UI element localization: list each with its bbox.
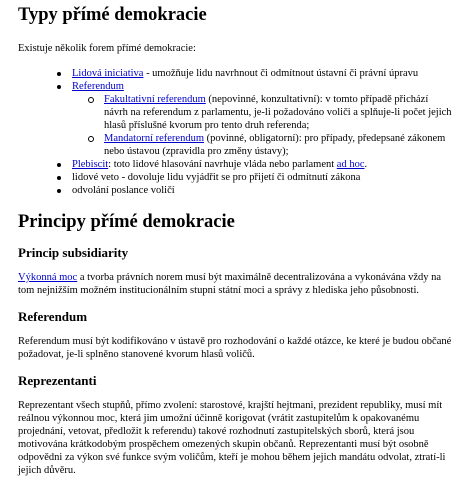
sublist-item-text: (nepovinné, konzultativní): v tomto případě přichází návrh na referendum z parlamentu, je-li požadováno voliči a splňuje-li počet jejich hlasů příslušné kvorum pro tento druh referenda; bbox=[104, 94, 452, 131]
list-item-text: odvolání poslance voličí bbox=[72, 185, 175, 196]
list-item bbox=[18, 158, 454, 171]
referendum-sublist bbox=[72, 93, 454, 158]
link-vykonna-moc[interactable]: Výkonná moc bbox=[18, 272, 78, 283]
intro-paragraph: Existuje několik forem přímé demokracie: bbox=[18, 43, 196, 54]
list-item-text: : toto lidové hlasování navrhuje vláda nebo parlament bbox=[108, 159, 337, 170]
link-plebiscit[interactable]: Plebiscit bbox=[72, 159, 109, 170]
list-item-text: lidové veto - dovoluje lidu vyjádřit se pro přijetí či odmítnutí zákona bbox=[72, 172, 361, 183]
subsidiarity-paragraph bbox=[18, 271, 454, 297]
list-item bbox=[18, 171, 454, 184]
reprezentanti-heading: Reprezentanti bbox=[18, 373, 97, 388]
sublist-item bbox=[72, 132, 454, 158]
list-item bbox=[18, 80, 454, 158]
link-fakultativni-referendum[interactable]: Fakultativní referendum bbox=[104, 94, 206, 105]
section-title: Principy přímé demokracie bbox=[18, 212, 235, 232]
link-lidova-iniciativa[interactable]: Lidová iniciativa bbox=[72, 68, 144, 79]
list-item-tail: . bbox=[364, 159, 368, 170]
subsidiarity-heading: Princip subsidiarity bbox=[18, 245, 129, 260]
sublist-item-text: (povinné, obligatorní): pro případy, předepsané zákonem nebo ústavou (zpravidla pro změny ústavy); bbox=[104, 133, 446, 157]
link-mandatorni-referendum[interactable]: Mandatorní referendum bbox=[104, 133, 205, 144]
sublist-item bbox=[72, 93, 454, 132]
link-referendum[interactable]: Referendum bbox=[72, 81, 124, 92]
list-item bbox=[18, 67, 454, 80]
referendum-paragraph: Referendum musí být kodifikováno v ústavě pro rozhodování o každé otázce, ke které je budou občané požadovat, je-li splněno stanovené kvorum hlasů voličů. bbox=[18, 336, 452, 360]
reprezentanti-paragraph: Reprezentant všech stupňů, přímo zvolení: starostové, krajští hejtmani, prezident republiky, musí mít reálnou výkonnou moc, která jim umožní účinně korigovat (vrátit zastupitelům k opakovanému projednání, vetovat, předložit k referendu) takové rozhodnutí zastupitelských sborů, která jsou motivována krátkodobým prospěchem omezených skupin občanů. Reprezentanti musí být osobně odpovědni za výkon své funkce svým voličům, kteří je mohou během jejich mandátu odvolat, ztratí-li jejich důvěru. bbox=[18, 400, 446, 476]
forms-list bbox=[18, 67, 454, 197]
list-item bbox=[18, 184, 454, 197]
list-item-text: - umožňuje lidu navrhnout či odmítnout ústavní či právní úpravu bbox=[143, 68, 419, 79]
link-ad-hoc[interactable]: ad hoc bbox=[336, 159, 365, 170]
subsidiarity-text: a tvorba právních norem musí být maximálně decentralizována a vykonávána vždy na tom nejnižším možném institucionálním stupni státní moci a správy z hlediska jeho působnosti. bbox=[18, 272, 442, 296]
page-title: Typy přímé demokracie bbox=[18, 5, 207, 25]
referendum-heading: Referendum bbox=[18, 309, 88, 324]
